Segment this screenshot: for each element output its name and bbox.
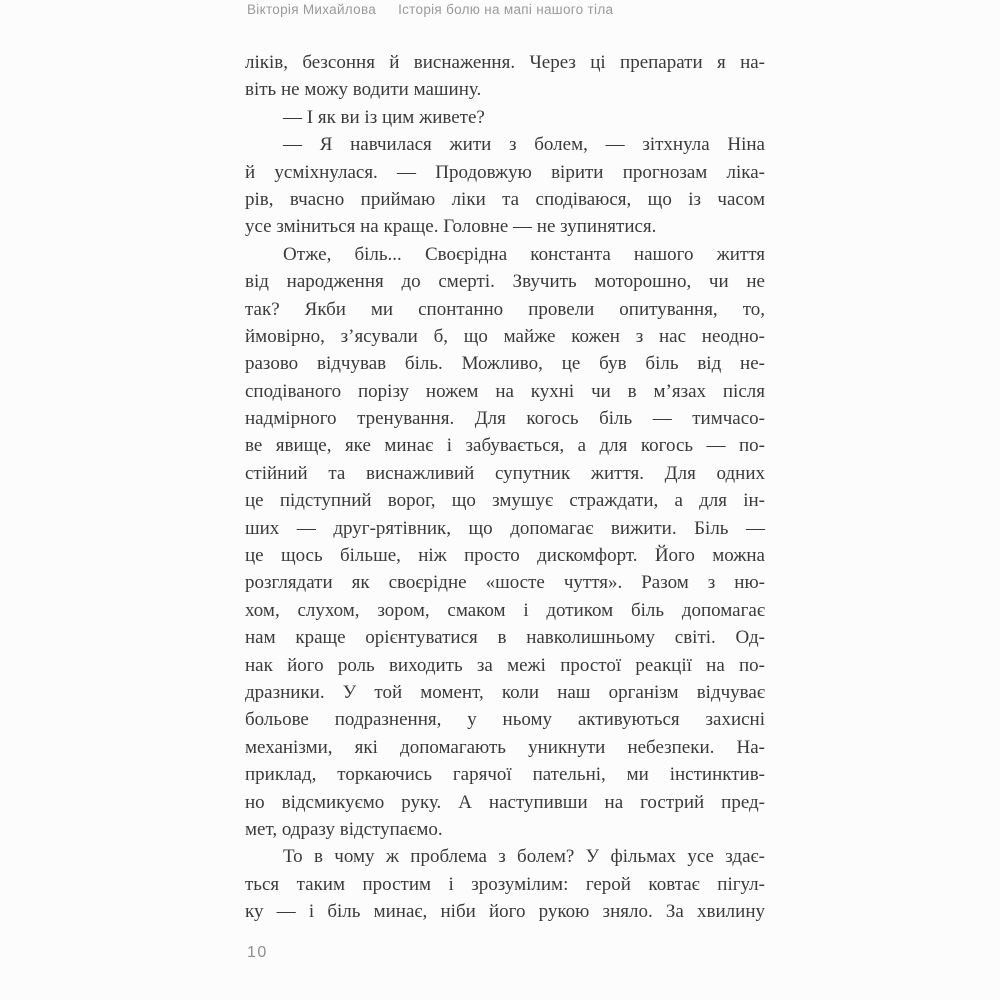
text-line: ве явище, яке минає і забувається, а для когось — по- xyxy=(245,435,765,457)
text-line: — І як ви із цим живете? xyxy=(283,106,485,128)
text-line: То в чому ж проблема з болем? У фільмах усе здає- xyxy=(283,846,765,868)
text-line: ймовірно, з’ясували б, що майже кожен з нас неодно- xyxy=(245,325,765,347)
text-line: так? Якби ми спонтанно провели опитування, то, xyxy=(245,298,765,320)
text-line: хом, слухом, зором, смаком і дотиком біль допомагає xyxy=(245,599,765,621)
text-line: стійний та виснажливий супутник життя. Для одних xyxy=(245,462,765,484)
text-line: мет, одразу відступаємо. xyxy=(245,818,443,840)
text-line: й усміхнулася. — Продовжую вірити прогнозам ліка- xyxy=(245,161,765,183)
text-line: рів, вчасно приймаю ліки та сподіваюся, що із часом xyxy=(245,188,765,210)
text-line: Отже, біль... Своєрідна константа нашого життя xyxy=(283,243,765,265)
text-line: від народження до смерті. Звучить моторошно, чи не xyxy=(245,271,765,293)
text-line: усе зміниться на краще. Головне — не зупинятися. xyxy=(245,216,657,238)
running-header xyxy=(247,2,767,17)
text-line: надмірного тренування. Для когось біль — тимчасо- xyxy=(245,408,765,430)
text-line: ку — і біль минає, ніби його рукою зняло. За хвилину xyxy=(245,901,765,923)
text-line: дразники. У той момент, коли наш організм відчуває xyxy=(245,681,765,703)
text-line: больове подразнення, у ньому активуються захисні xyxy=(245,709,765,731)
text-line: розглядати як своєрідне «шосте чуття». Разом з ню- xyxy=(245,572,765,594)
text-line: механізми, які допомагають уникнути небезпеки. На- xyxy=(245,736,765,758)
header-book-title: Історія болю на мапі нашого тіла xyxy=(398,2,614,17)
text-line: це щось більше, ніж просто дискомфорт. Його можна xyxy=(245,545,765,567)
text-line: це підступний ворог, що змушує страждати, а для ін- xyxy=(245,490,765,512)
text-line: віть не можу водити машину. xyxy=(245,79,482,101)
text-line: нак його роль виходить за межі простої реакції на по- xyxy=(245,654,765,676)
text-line: сподіваного порізу ножем на кухні чи в м’язах після xyxy=(245,380,765,402)
text-line: ліків, безсоння й виснаження. Через ці препарати я на- xyxy=(245,52,765,73)
text-line: но відсмикуємо руку. А наступивши на гострий пред- xyxy=(245,791,765,813)
text-line: нам краще орієнтуватися в навколишньому світі. Од- xyxy=(245,627,765,649)
body-text-column xyxy=(245,49,765,926)
text-line: — Я навчилася жити з болем, — зітхнула Ніна xyxy=(283,134,765,156)
text-line: приклад, торкаючись гарячої пательні, ми інстинктив- xyxy=(245,764,765,786)
page-number: 10 xyxy=(247,944,268,961)
text-line: ших — друг-рятівник, що допомагає вижити. Біль — xyxy=(245,517,765,539)
text-line: ться таким простим і зрозумілим: герой ковтає пігул- xyxy=(245,873,765,895)
header-author: Вікторія Михайлова xyxy=(247,2,377,17)
text-line: разово відчував біль. Можливо, це був біль від не- xyxy=(245,353,765,375)
